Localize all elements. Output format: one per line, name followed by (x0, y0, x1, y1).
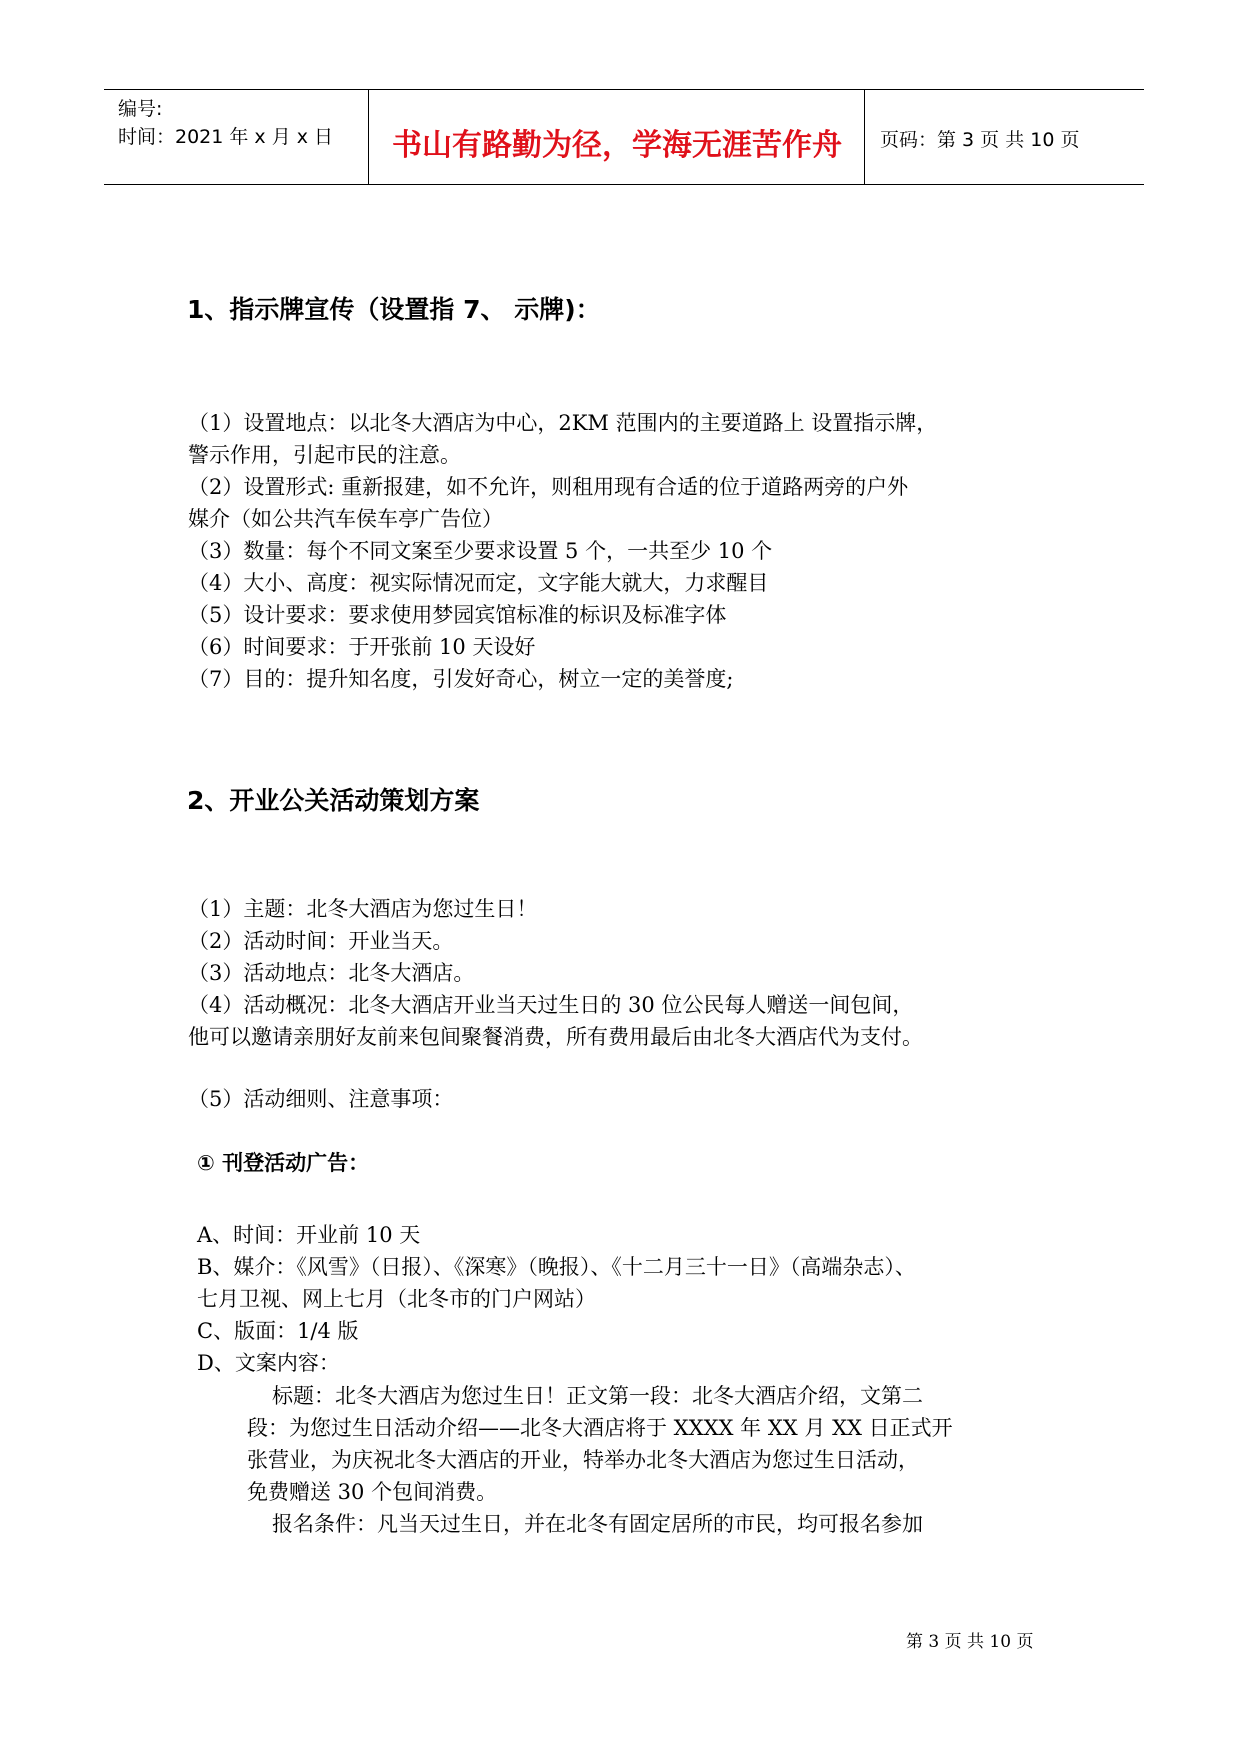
ad-copy-line: 张营业，为庆祝北冬大酒店的开业，特举办北冬大酒店为您过生日活动， (247, 1448, 919, 1472)
subsection-1-line: B、媒介：《风雪》（日报）、《深寒》（晚报）、《十二月三十一日》（高端杂志）、 (197, 1255, 916, 1279)
section-2-line: （3）活动地点：北冬大酒店。 (188, 961, 475, 985)
header-info-cell (104, 90, 369, 184)
document-number-label: 编号: (118, 98, 163, 120)
section-2-item-5: （5）活动细则、注意事项： (188, 1087, 454, 1111)
section-1-line: （1）设置地点：以北冬大酒店为中心，2KM 范围内的主要道路上 设置指示牌， (188, 411, 938, 435)
section-1-line: （6）时间要求：于开张前 10 天设好 (188, 635, 536, 659)
section-1-line: 警示作用，引起市民的注意。 (188, 443, 461, 467)
section-2-line: 他可以邀请亲朋好友前来包间聚餐消费，所有费用最后由北冬大酒店代为支付。 (188, 1025, 923, 1049)
section-2-line: （1）主题：北冬大酒店为您过生日！ (188, 897, 538, 921)
ad-copy-line: 段：为您过生日活动介绍——北冬大酒店将于 XXXX 年 XX 月 XX 日正式开 (247, 1416, 953, 1440)
subsection-1-line: D、文案内容： (197, 1351, 340, 1375)
section-1-line: （5）设计要求：要求使用梦园宾馆标准的标识及标准字体 (188, 603, 727, 627)
section-1-line: （4）大小、高度：视实际情况而定，文字能大就大，力求醒目 (188, 571, 769, 595)
subsection-1-line: A、时间：开业前 10 天 (197, 1223, 421, 1247)
section-1-heading: 1、指示牌宣传（设置指 7、 示牌)： (187, 295, 601, 324)
header-motto: 书山有路勤为径，学海无涯苦作舟 (392, 128, 842, 163)
subsection-1-line: C、版面：1/4 版 (197, 1319, 359, 1343)
section-2-heading: 2、开业公关活动策划方案 (187, 786, 480, 815)
section-1-line: （2）设置形式: 重新报建，如不允许，则租用现有合适的位于道路两旁的户外 (188, 475, 909, 499)
section-1-line: （7）目的：提升知名度，引发好奇心，树立一定的美誉度; (188, 667, 734, 691)
page-footer: 第 3 页 共 10 页 (906, 1632, 1034, 1652)
ad-copy-line: 免费赠送 30 个包间消费。 (247, 1480, 498, 1504)
document-date-label: 时间：2021 年 x 月 x 日 (118, 126, 334, 148)
ad-copy-line: 标题：北冬大酒店为您过生日！正文第一段：北冬大酒店介绍，文第二 (272, 1384, 923, 1408)
section-1-line: （3）数量：每个不同文案至少要求设置 5 个，一共至少 10 个 (188, 539, 773, 563)
section-2-line: （4）活动概况：北冬大酒店开业当天过生日的 30 位公民每人赠送一间包间， (188, 993, 914, 1017)
header-motto-cell (370, 90, 865, 184)
document-header (104, 89, 1144, 185)
section-2-line: （2）活动时间：开业当天。 (188, 929, 454, 953)
subsection-1-heading: ① 刊登活动广告： (197, 1151, 370, 1175)
ad-copy-line: 报名条件：凡当天过生日，并在北冬有固定居所的市民，均可报名参加 (272, 1512, 923, 1536)
subsection-1-line: 七月卫视、网上七月（北冬市的门户网站） (197, 1287, 596, 1311)
header-page-number: 页码：第 3 页 共 10 页 (880, 129, 1080, 151)
section-1-line: 媒介（如公共汽车侯车亭广告位） (188, 507, 503, 531)
header-page-cell (866, 90, 1144, 184)
